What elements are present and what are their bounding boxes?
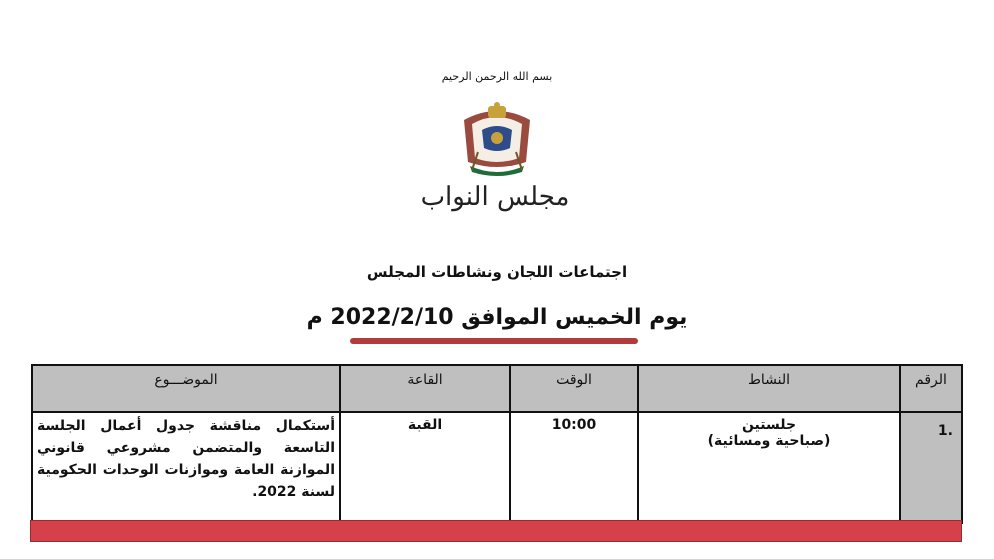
parliament-logo-text: مجلس النواب bbox=[420, 182, 570, 212]
row-activity bbox=[638, 412, 900, 523]
date-underline bbox=[350, 338, 638, 344]
basmala: بسم الله الرحمن الرحيم bbox=[441, 70, 553, 83]
column-header-activity: النشاط bbox=[638, 365, 900, 412]
table-row bbox=[32, 412, 962, 523]
activity-line1: جلستين bbox=[741, 417, 797, 433]
activity-line2: (صباحية ومسائية) bbox=[707, 433, 831, 449]
page-title: اجتماعات اللجان ونشاطات المجلس bbox=[366, 263, 628, 281]
row-number: .1 bbox=[900, 412, 962, 523]
date-line: يوم الخميس الموافق 2022/2/10 م bbox=[306, 305, 688, 330]
column-header-number: الرقم bbox=[900, 365, 962, 412]
column-header-subject: الموضـــوع bbox=[32, 365, 340, 412]
row-subject: أستكمال مناقشة جدول أعمال الجلسة التاسعة والمتضمن مشروعي قانوني الموازنة العامة وموازنات الوحدات الحكومية لسنة 2022. bbox=[32, 412, 340, 523]
column-header-hall: القاعة bbox=[340, 365, 510, 412]
agenda-table bbox=[31, 364, 963, 524]
row-time: 10:00 bbox=[510, 412, 638, 523]
column-header-time: الوقت bbox=[510, 365, 638, 412]
coat-of-arms-emblem bbox=[452, 100, 542, 178]
bottom-accent-bar bbox=[30, 520, 962, 542]
row-hall: القبة bbox=[340, 412, 510, 523]
table-header-row bbox=[32, 365, 962, 412]
